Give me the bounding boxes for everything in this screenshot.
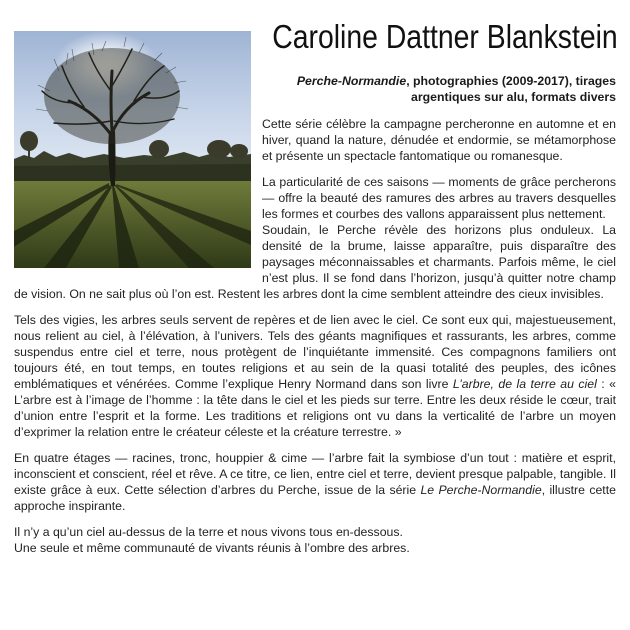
paragraph-etages-end: , illustre cette approche inspirante. [14, 483, 616, 513]
series-name: Le Perche-Normandie [420, 483, 542, 497]
closing-line-2: Une seule et même communauté de vivants réunis à l’ombre des arbres. [14, 541, 410, 555]
article-body [14, 116, 616, 556]
artist-name: Caroline Dattner Blankstein [272, 18, 618, 55]
paragraph-etages-text: En quatre étages — racines, tronc, houppier & cime — l’arbre fait la symbiose d’un tout : matière et esprit, inconscient et conscient, réel et rêve. A ce titre, ce lien, entre ciel et terre, devient presque palpable, tangible. Il existe grâce à eux. Cette sélection d’arbres du Perche, issue de la série [14, 451, 616, 497]
series-details: , photographies (2009-2017), tirages argentiques sur alu, formats divers [406, 74, 616, 104]
paragraph-vigies [14, 312, 616, 440]
book-title: L’arbre, de la terre au ciel [452, 377, 597, 391]
paragraph-vigies-text: Tels des vigies, les arbres seuls servent de repères et de lien avec le ciel. Ce sont eux qui, majestueusement, nous relient au ciel, à l’élévation, à l’univers. Tels des géants magnifiques et rassurants, les arbres, comme suspendus entre ciel et terre, nous protègent de l’inquiétante immensité. Ces compagnons familiers ont toujours été, en tout temps, en toutes religions et au sein de la quasi totalité des peuples, des icônes emblématiques et vénérées. Comme l’explique Henry Normand dans son livre [14, 313, 616, 391]
paragraph-vigies-quote: : « L’arbre est à l’image de l’homme : la tête dans le ciel et les pieds sur terre. Entre les deux réside le cœur, trait d’union entre l’esprit et la forme. Les traditions et religions ont vu dans la verticalité de l’arbre un moyen d’exprimer la relation entre le créateur céleste et la créature terrestre. » [14, 377, 617, 439]
series-title: Perche-Normandie [296, 74, 407, 88]
paragraph-etages [14, 450, 616, 514]
paragraph-horizons: Soudain, le Perche révèle des horizons plus onduleux. La densité de la brume, laisse apparaître, puis disparaître des paysages méconnaissables et charmants. Parfois même, le ciel n’est plus. Il se fond dans l’horizon, jusqu’à quitter notre champ de vision. On ne sait plus où l’on est. Restent les arbres dont la cime semblent atteindre des cieux invisibles. [14, 223, 616, 301]
series-subtitle [276, 73, 616, 105]
paragraph-seasons: La particularité de ces saisons — moments de grâce percherons — offre la beauté des ramures des arbres au travers desquelles les formes et courbes des vallons apparaissent plus nettement. [262, 175, 616, 221]
closing-line-1: Il n’y a qu’un ciel au-dessus de la terre et nous vivons tous en-dessous. [14, 525, 403, 539]
paragraph-intro: Cette série célèbre la campagne percheronne en automne et en hiver, quand la nature, dénudée et endormie, se métamorphose et présente un spectacle fantomatique ou romanesque. [262, 117, 616, 163]
